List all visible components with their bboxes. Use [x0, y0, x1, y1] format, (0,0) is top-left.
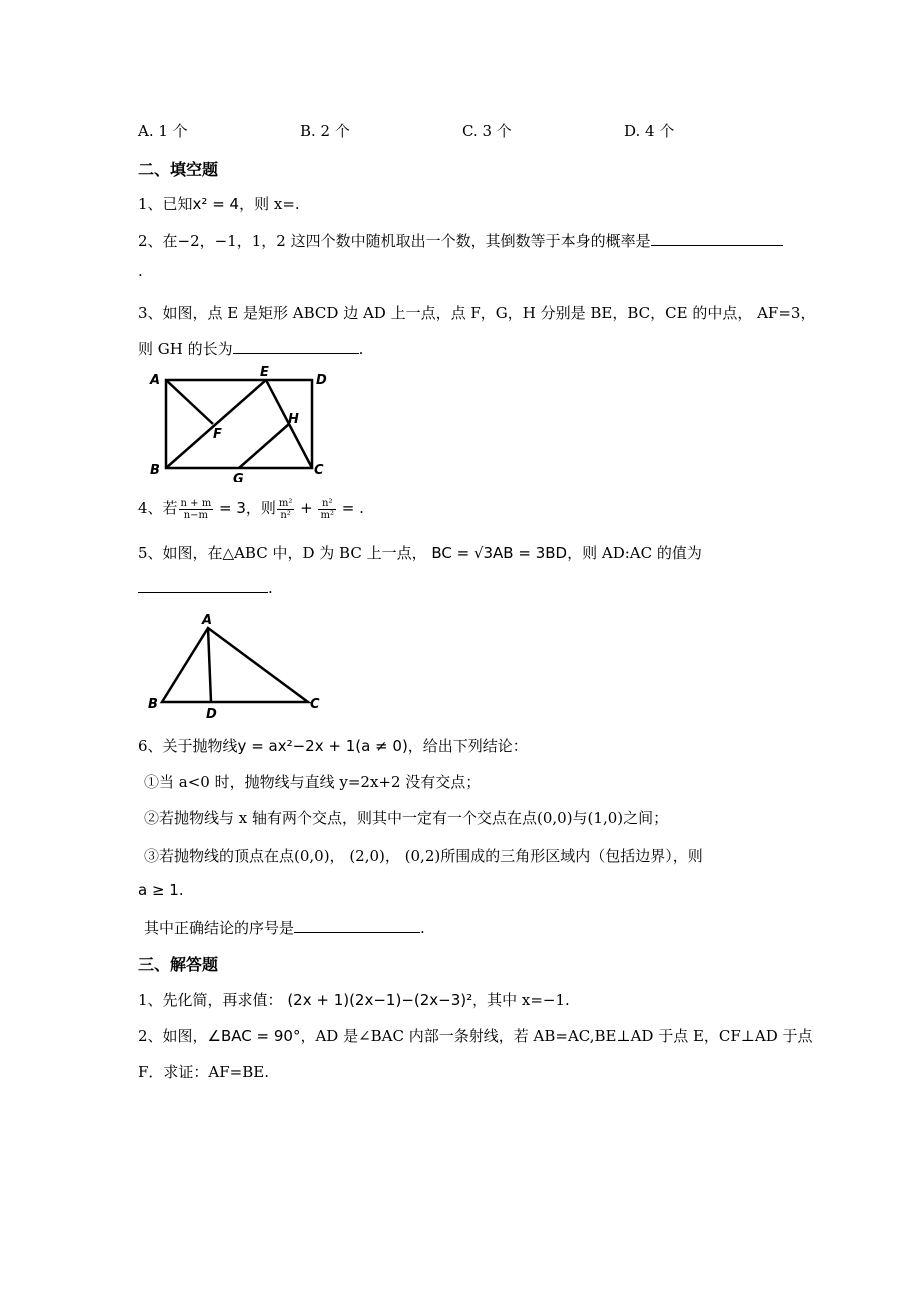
label-g: G: [233, 472, 244, 482]
conclusion-1: ①当 a<0 时，抛物线与直线 y=2x+2 没有交点；: [144, 773, 481, 791]
answer-blank[interactable]: [138, 578, 268, 593]
frac-num: n + m: [180, 497, 212, 509]
label-f: F: [213, 427, 222, 442]
question-2-5-line2: [138, 578, 273, 597]
question-3-2-line2: F．求证：AF=BE.: [138, 1063, 269, 1081]
q-suffix: ，则 AD:AC 的值为: [567, 544, 702, 562]
conclusion-3-cont: a ≥ 1.: [138, 881, 184, 899]
q-math: y = ax²−2x + 1(a ≠ 0): [237, 737, 408, 755]
fraction-3: [318, 498, 336, 521]
label-a: A: [202, 613, 213, 628]
answer-blank[interactable]: [233, 339, 359, 354]
q-prefix: 1、已知: [138, 195, 193, 213]
label-c: C: [314, 463, 324, 478]
frac-num: n²: [318, 498, 336, 510]
q-text: 则 GH 的长为: [138, 340, 233, 358]
fraction-2: [277, 498, 295, 521]
question-3-2: [138, 1025, 813, 1046]
label-a: A: [150, 373, 161, 388]
q-end: .: [358, 340, 364, 358]
q-math: ∠BAC = 90°: [207, 1027, 301, 1045]
q-prefix: 1、先化简，再求值：: [138, 991, 288, 1009]
question-2-4: [138, 497, 364, 521]
question-2-6: [138, 735, 528, 756]
label-d: D: [316, 373, 327, 388]
question-2-2: [138, 230, 783, 251]
question-3-1: [138, 989, 570, 1010]
q-suffix: ，给出下列结论：: [407, 737, 528, 755]
answer-blank[interactable]: [651, 231, 783, 246]
q-suffix: ，其中 x=−1.: [472, 991, 570, 1009]
question-2-1: [138, 193, 300, 214]
q-plus: +: [295, 499, 318, 517]
option-d: D. 4 个: [624, 122, 675, 140]
label-c: C: [310, 697, 320, 712]
option-b: B. 2 个: [300, 122, 350, 140]
label-e: E: [260, 365, 269, 380]
q-math: x² = 4: [192, 195, 240, 213]
q-prefix: 2、如图，: [138, 1027, 208, 1045]
label-b: B: [148, 697, 158, 712]
question-2-3-line2: [138, 338, 363, 359]
segment-gh: [239, 424, 289, 468]
conclusion-2: ②若抛物线与 x 轴有两个交点，则其中一定有一个交点在点(0,0)与(1,0)之间；: [144, 809, 669, 827]
label-h: H: [288, 412, 299, 427]
frac-den: m²: [320, 509, 334, 521]
option-a: A. 1 个: [138, 122, 188, 140]
frac-den: n−m: [183, 509, 209, 521]
q-prefix: 5、如图，在△ABC 中，D 为 BC 上一点，: [138, 544, 432, 562]
q-math: BC = √3AB = 3BD: [431, 544, 568, 562]
question-2-2-end: .: [138, 262, 143, 280]
segment-ad: [208, 628, 211, 702]
triangle-figure: [140, 606, 340, 718]
q-suffix: = .: [336, 499, 364, 517]
q-mid: = 3，则: [214, 499, 276, 517]
answer-blank[interactable]: [294, 918, 420, 933]
q-end: .: [420, 919, 425, 937]
section-heading-solve: 三、解答题: [138, 955, 219, 974]
segment-af: [166, 380, 213, 424]
question-2-3: 3、如图，点 E 是矩形 ABCD 边 AD 上一点，点 F，G，H 分别是 BE，BC，CE 的中点， AF=3，: [138, 304, 816, 322]
label-b: B: [150, 463, 160, 478]
q-text: 其中正确结论的序号是: [144, 919, 295, 937]
q-prefix: 6、关于抛物线: [138, 737, 238, 755]
section-heading-fill-blank: 二、填空题: [138, 160, 219, 179]
q-end: .: [268, 579, 273, 597]
rectangle-figure: [140, 362, 340, 482]
conclusion-3: ③若抛物线的顶点在点(0,0)， (2,0)， (0,2)所围成的三角形区域内（包括边界），则: [144, 847, 703, 865]
q-text: 2、在−2，−1，1，2 这四个数中随机取出一个数，其倒数等于本身的概率是: [138, 232, 651, 250]
option-c: C. 3 个: [462, 122, 512, 140]
frac-den: n²: [280, 509, 291, 521]
fraction-1: [179, 498, 214, 521]
question-2-5: [138, 542, 702, 563]
frac-num: m²: [278, 497, 293, 509]
q-suffix: ，AD 是∠BAC 内部一条射线，若 AB=AC,BE⊥AD 于点 E，CF⊥AD 于点: [300, 1027, 813, 1045]
q-suffix: ，则 x=.: [239, 195, 300, 213]
q-math: (2x + 1)(2x−1)−(2x−3)²: [287, 991, 473, 1009]
label-d: D: [206, 707, 217, 718]
question-2-6-ask: [144, 917, 425, 938]
q-prefix: 4、若: [138, 499, 178, 517]
triangle-abc: [162, 628, 308, 702]
